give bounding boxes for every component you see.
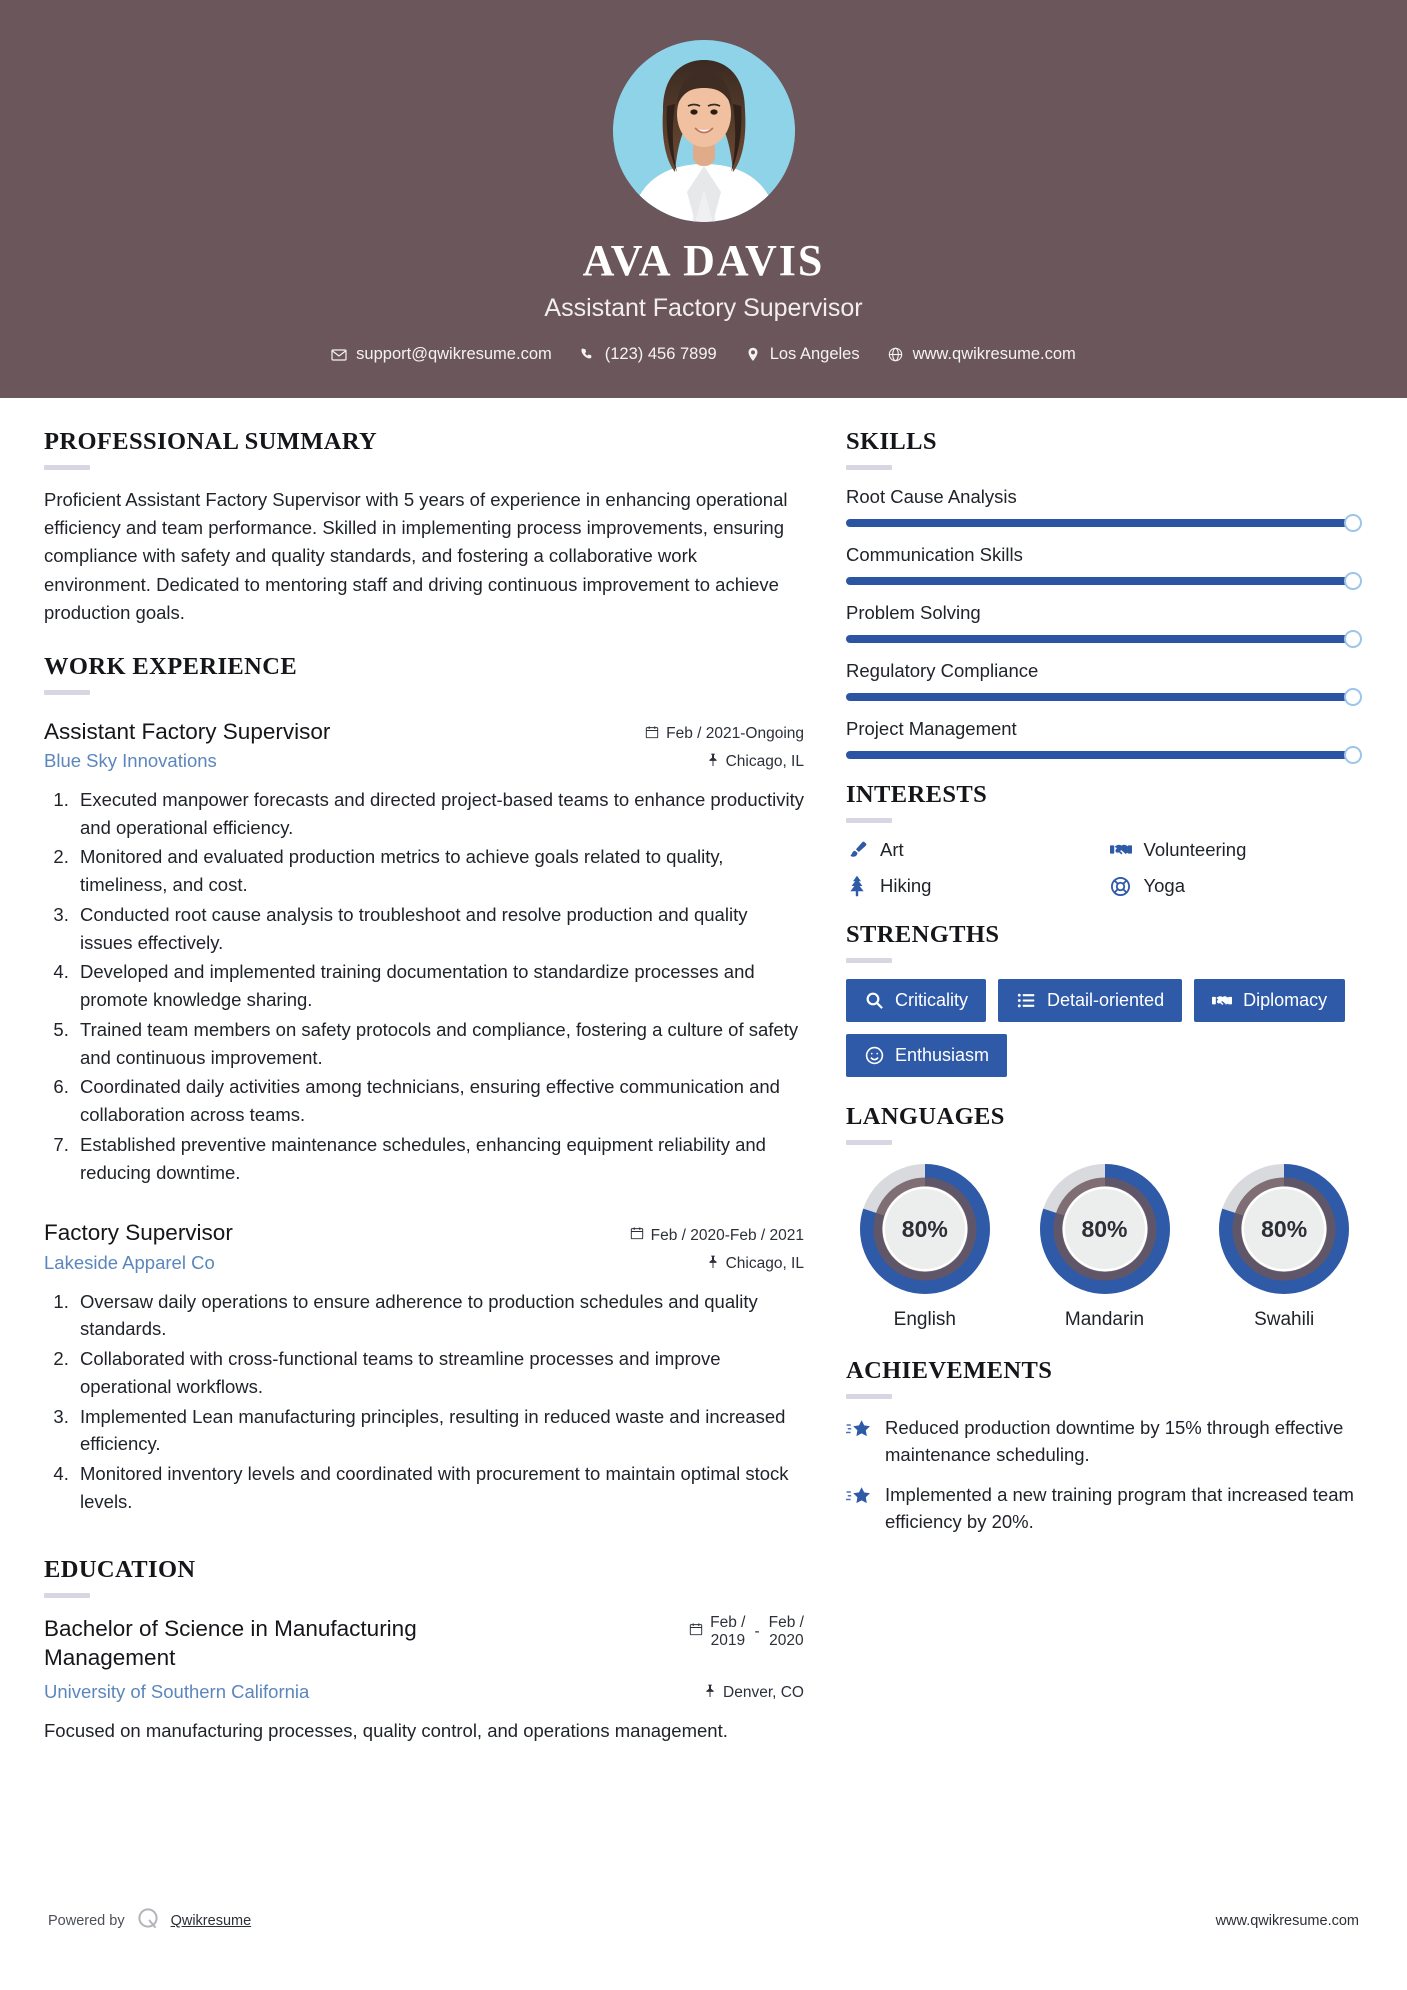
star-icon <box>846 1485 872 1512</box>
brand-link[interactable]: Qwikresume <box>170 1913 252 1929</box>
pine-tree-icon <box>846 875 868 897</box>
skill-name: Problem Solving <box>846 602 981 624</box>
language-name: Mandarin <box>1064 1309 1145 1331</box>
section-work-experience <box>44 653 804 1516</box>
contact-phone-text: (123) 456 7899 <box>604 345 717 364</box>
summary-heading: PROFESSIONAL SUMMARY <box>44 428 378 456</box>
contact-location-text: Los Angeles <box>769 345 860 364</box>
powered-by-label: Powered by <box>48 1913 125 1929</box>
strength-badge-criticality <box>846 979 986 1022</box>
interest-item <box>1110 875 1364 897</box>
interest-label: Art <box>880 839 904 861</box>
education-date-start-year: 2019 <box>710 1631 746 1649</box>
education-degree: Bachelor of Science in Manufacturing Management <box>44 1616 417 1671</box>
strength-label: Enthusiasm <box>895 1045 990 1066</box>
skill-item <box>846 718 1363 759</box>
list-item: 7. Established preventive maintenance schedules, enhancing equipment reliability and reducing downtime. <box>74 1131 804 1187</box>
section-divider <box>44 465 90 470</box>
footer-website[interactable]: www.qwikresume.com <box>1215 1913 1359 1929</box>
header-job-title: Assistant Factory Supervisor <box>544 294 863 323</box>
list-item: 3. Implemented Lean manufacturing principles, resulting in reduced waste and increased efficiency. <box>74 1403 804 1459</box>
left-column <box>44 428 804 1754</box>
contact-row <box>0 345 1407 364</box>
list-item: 3. Conducted root cause analysis to troubleshoot and resolve production and quality issues effectively. <box>74 901 804 957</box>
experience-entry <box>44 717 804 1187</box>
calendar-icon <box>645 725 659 744</box>
education-description: Focused on manufacturing processes, quality control, and operations management. <box>44 1719 728 1741</box>
paintbrush-icon <box>846 839 868 861</box>
skill-item <box>846 486 1363 527</box>
strength-badge-enthusiasm <box>846 1034 1007 1077</box>
section-divider <box>846 1394 892 1399</box>
contact-email[interactable] <box>322 345 561 364</box>
achievement-item <box>846 1415 1363 1469</box>
qwikresume-logo-icon <box>135 1906 161 1936</box>
interest-label: Yoga <box>1143 875 1186 897</box>
skill-name: Root Cause Analysis <box>846 486 1017 508</box>
skill-name: Communication Skills <box>846 544 1023 566</box>
achievements-heading: ACHIEVEMENTS <box>846 1357 1053 1385</box>
language-item <box>1026 1161 1184 1331</box>
interests-heading: INTERESTS <box>846 781 988 809</box>
list-item: 4. Monitored inventory levels and coordinated with procurement to maintain optimal stock levels. <box>74 1460 804 1516</box>
language-percent: 80% <box>1081 1215 1128 1242</box>
resume-header <box>0 0 1407 398</box>
experience-dates <box>645 725 804 744</box>
skill-bar[interactable] <box>846 577 1363 585</box>
experience-bullets <box>74 1288 804 1516</box>
education-date-start-month: Feb / <box>710 1613 746 1631</box>
calendar-icon <box>689 1622 703 1641</box>
section-languages <box>846 1103 1363 1331</box>
interest-item <box>1110 839 1364 861</box>
section-divider <box>846 465 892 470</box>
skills-heading: SKILLS <box>846 428 937 456</box>
lifebuoy-icon <box>1110 875 1132 897</box>
experience-dates-text: Feb / 2021-Ongoing <box>666 725 804 743</box>
experience-dates-text: Feb / 2020-Feb / 2021 <box>650 1226 804 1244</box>
strengths-list <box>846 979 1363 1077</box>
section-divider <box>44 1593 90 1598</box>
interest-label: Hiking <box>880 875 932 897</box>
experience-bullets <box>74 786 804 1187</box>
strength-label: Diplomacy <box>1243 990 1328 1011</box>
education-date-end <box>769 1614 804 1650</box>
education-dates <box>689 1614 804 1650</box>
strengths-heading: STRENGTHS <box>846 921 1000 949</box>
section-strengths <box>846 921 1363 1077</box>
experience-location <box>707 753 804 772</box>
language-name: English <box>893 1309 956 1331</box>
skill-item <box>846 544 1363 585</box>
achievement-text: Implemented a new training program that increased team efficiency by 20%. <box>885 1483 1354 1532</box>
list-item: 2. Collaborated with cross-functional teams to streamline processes and improve operational workflows. <box>74 1345 804 1401</box>
pin-icon <box>707 1255 719 1274</box>
interest-item <box>846 875 1100 897</box>
achievement-item <box>846 1482 1363 1536</box>
section-divider <box>846 818 892 823</box>
language-percent: 80% <box>1261 1215 1308 1242</box>
list-icon <box>1016 991 1036 1011</box>
magnifier-icon <box>864 991 884 1011</box>
education-organization: University of Southern California <box>44 1680 310 1702</box>
envelope-icon <box>331 347 347 363</box>
list-item: 1. Executed manpower forecasts and directed project-based teams to enhance productivity and operational efficiency. <box>74 786 804 842</box>
handshake-icon <box>1110 839 1132 861</box>
star-icon <box>846 1418 872 1445</box>
powered-by-block <box>48 1906 251 1936</box>
education-heading: EDUCATION <box>44 1555 196 1583</box>
strength-label: Detail-oriented <box>1047 990 1165 1011</box>
section-divider <box>846 958 892 963</box>
contact-location <box>736 345 869 364</box>
strength-badge-detail-oriented <box>998 979 1182 1022</box>
skill-name: Regulatory Compliance <box>846 660 1039 682</box>
language-percent: 80% <box>901 1215 948 1242</box>
experience-heading: WORK EXPERIENCE <box>44 652 298 680</box>
experience-location-text: Chicago, IL <box>725 1255 804 1273</box>
education-location <box>704 1684 804 1703</box>
right-column <box>846 428 1363 1548</box>
date-range-dash: - <box>754 1622 760 1640</box>
experience-dates <box>630 1226 804 1245</box>
section-achievements <box>846 1357 1363 1535</box>
skill-bar[interactable] <box>846 751 1363 759</box>
list-item: 5. Trained team members on safety protocols and compliance, fostering a culture of safety and continuous improvement. <box>74 1016 804 1072</box>
contact-website-text: www.qwikresume.com <box>912 345 1076 364</box>
language-name: Swahili <box>1254 1309 1315 1331</box>
section-professional-summary <box>44 428 804 627</box>
section-education <box>44 1556 804 1745</box>
language-donut <box>857 1161 993 1297</box>
language-donut <box>1037 1161 1173 1297</box>
language-donut <box>1216 1161 1352 1297</box>
pin-icon <box>704 1684 716 1703</box>
strength-badge-diplomacy <box>1194 979 1345 1022</box>
education-date-start <box>710 1614 745 1650</box>
skill-item <box>846 660 1363 701</box>
map-pin-icon <box>745 347 761 363</box>
strength-label: Criticality <box>895 990 969 1011</box>
education-date-end-month: Feb / <box>768 1613 804 1631</box>
globe-icon <box>888 347 904 363</box>
section-interests <box>846 781 1363 897</box>
interest-item <box>846 839 1100 861</box>
page-title: AVA DAVIS <box>582 236 825 285</box>
experience-organization: Lakeside Apparel Co <box>44 1251 215 1273</box>
experience-location-text: Chicago, IL <box>725 753 804 771</box>
list-item: 6. Coordinated daily activities among technicians, ensuring effective communication and collaboration across teams. <box>74 1073 804 1129</box>
smiley-icon <box>864 1046 884 1066</box>
section-divider <box>846 1140 892 1145</box>
skill-bar[interactable] <box>846 635 1363 643</box>
section-skills <box>846 428 1363 759</box>
contact-website[interactable] <box>879 345 1085 364</box>
contact-phone[interactable] <box>571 345 726 364</box>
footer <box>0 1906 1407 1936</box>
languages-row <box>846 1161 1363 1331</box>
experience-role: Factory Supervisor <box>44 1220 233 1246</box>
resume-body <box>0 398 1407 1754</box>
section-divider <box>44 690 90 695</box>
avatar <box>613 40 795 222</box>
skill-name: Project Management <box>846 718 1017 740</box>
pin-icon <box>707 753 719 772</box>
interests-grid <box>846 839 1363 897</box>
list-item: 4. Developed and implemented training documentation to standardize processes and promote knowledge sharing. <box>74 958 804 1014</box>
phone-icon <box>580 347 596 363</box>
handshake-icon <box>1212 991 1232 1011</box>
summary-text: Proficient Assistant Factory Supervisor with 5 years of experience in enhancing operational efficiency and team performance. Skilled in implementing process improvements, ensuring compliance with safety and quality standards, and fostering a collaborative work environment. Dedicated to mentoring staff and driving continuous improvement to achieve production goals. <box>44 489 788 623</box>
experience-role: Assistant Factory Supervisor <box>44 718 331 744</box>
experience-entry <box>44 1218 804 1515</box>
achievement-text: Reduced production downtime by 15% through effective maintenance scheduling. <box>885 1417 1344 1465</box>
language-item <box>846 1161 1004 1331</box>
list-item: 2. Monitored and evaluated production metrics to achieve goals related to quality, timeliness, and cost. <box>74 843 804 899</box>
interest-label: Volunteering <box>1143 839 1247 861</box>
skill-item <box>846 602 1363 643</box>
education-date-end-year: 2020 <box>769 1631 804 1649</box>
language-item <box>1205 1161 1363 1331</box>
education-location-text: Denver, CO <box>723 1684 804 1702</box>
avatar-photo <box>613 40 795 222</box>
contact-email-text: support@qwikresume.com <box>356 345 552 364</box>
education-entry <box>44 1614 804 1745</box>
calendar-icon <box>630 1226 644 1245</box>
languages-heading: LANGUAGES <box>846 1103 1005 1131</box>
list-item: 1. Oversaw daily operations to ensure adherence to production schedules and quality standards. <box>74 1288 804 1344</box>
skill-bar[interactable] <box>846 693 1363 701</box>
experience-organization: Blue Sky Innovations <box>44 749 217 771</box>
experience-location <box>707 1255 804 1274</box>
skill-bar[interactable] <box>846 519 1363 527</box>
